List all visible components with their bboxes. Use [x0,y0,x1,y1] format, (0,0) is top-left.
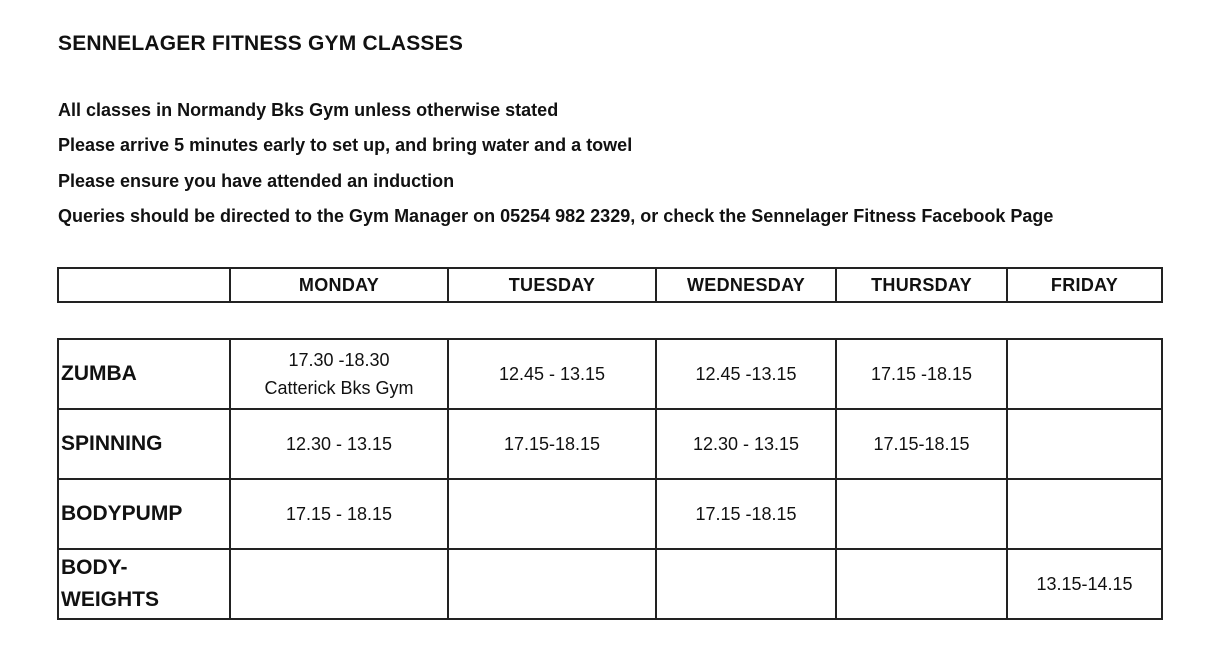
day-header-tuesday: TUESDAY [448,268,656,302]
day-header-friday: FRIDAY [1007,268,1162,302]
timetable-body [57,338,1163,620]
slot-time: 17.30 -18.30 [288,350,390,370]
slot-cell: 17.15 -18.15 [656,479,836,549]
slot-cell: 17.15-18.15 [448,409,656,479]
info-line-queries: Queries should be directed to the Gym Manager on 05254 982 2329, or check the Sennelager Fitness Facebook Page [58,206,1054,226]
day-header-wednesday: WEDNESDAY [656,268,836,302]
slot-cell: 12.30 - 13.15 [230,409,448,479]
slot-cell: 17.15-18.15 [836,409,1007,479]
class-name-line: WEIGHTS [61,588,159,611]
class-name [58,549,230,619]
slot-cell: 17.15 - 18.15 [230,479,448,549]
slot-cell: 12.45 - 13.15 [448,339,656,409]
slot-cell: 13.15-14.15 [1007,549,1162,619]
slot-cell [230,339,448,409]
slot-cell [656,549,836,619]
class-name: SPINNING [58,409,230,479]
info-line-location: All classes in Normandy Bks Gym unless otherwise stated [58,100,559,120]
slot-cell [1007,479,1162,549]
header-corner-cell [58,268,230,302]
slot-cell [448,549,656,619]
table-row [58,549,1162,619]
table-row [58,479,1162,549]
slot-cell [836,479,1007,549]
class-name: ZUMBA [58,339,230,409]
day-header-monday: MONDAY [230,268,448,302]
slot-cell [836,549,1007,619]
slot-cell [230,549,448,619]
slot-cell: 12.45 -13.15 [656,339,836,409]
info-line-arrival: Please arrive 5 minutes early to set up, and bring water and a towel [58,135,633,155]
slot-cell [1007,409,1162,479]
page-title: SENNELAGER FITNESS GYM CLASSES [58,32,464,55]
info-line-induction: Please ensure you have attended an induction [58,171,455,191]
slot-cell: 12.30 - 13.15 [656,409,836,479]
table-row [58,409,1162,479]
slot-venue: Catterick Bks Gym [264,378,414,398]
table-row [58,339,1162,409]
header-row [58,268,1162,302]
day-header-thursday: THURSDAY [836,268,1007,302]
slot-cell [448,479,656,549]
class-name: BODYPUMP [58,479,230,549]
class-name-line: BODY- [61,556,128,579]
slot-cell [1007,339,1162,409]
timetable-header [57,267,1163,303]
slot-cell: 17.15 -18.15 [836,339,1007,409]
